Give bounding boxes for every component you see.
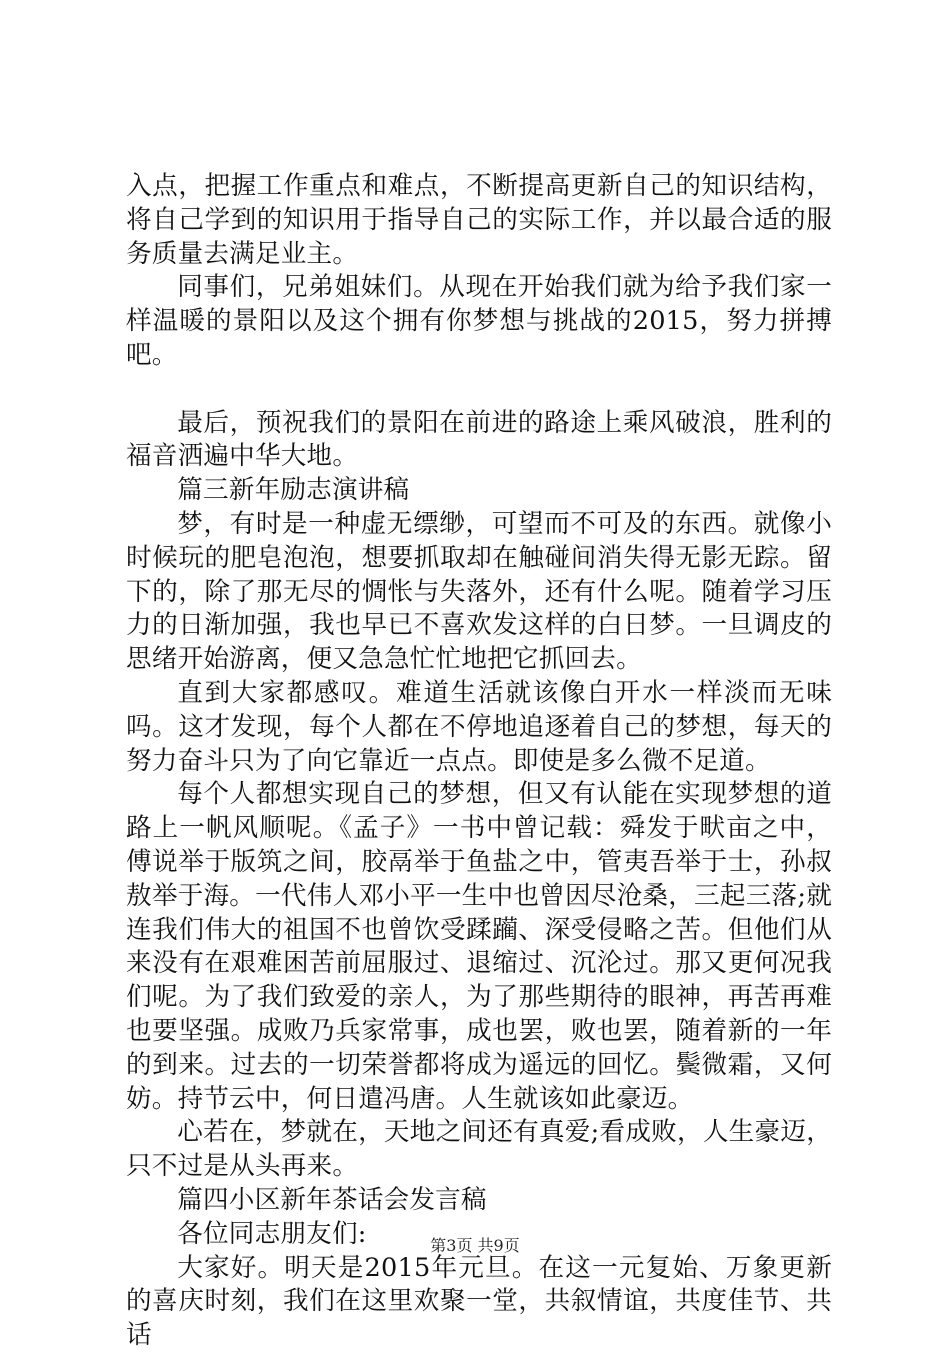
paragraph: 每个人都想实现自己的梦想，但又有认能在实现梦想的道路上一帆风顺呢。《孟子》一书中曾记载：舜发于畎亩之中，傅说举于版筑之间，胶鬲举于鱼盐之中，管夷吾举于士，孙叔敖举于海。一代伟人邓小平一生中也曾因尽沧桑，三起三落;就连我们伟大的祖国不也曾饮受蹂躏、深受侵略之苦。但他们从来没有在艰难困苦前屈服过、退缩过、沉沦过。那又更何况我们呢。为了我们致爱的亲人，为了那些期待的眼神，再苦再难也要坚强。成败乃兵家常事，成也罢，败也罢，随着新的一年的到来。过去的一切荣誉都将成为遥远的回忆。鬓微霜，又何妨。持节云中，何日遣冯唐。人生就该如此豪迈。 xyxy=(126,779,832,1114)
paragraph: 直到大家都感叹。难道生活就该像白开水一样淡而无味吗。这才发现，每个人都在不停地追逐着自己的梦想，每天的努力奋斗只为了向它靠近一点点。即使是多么微不足道。 xyxy=(126,677,832,776)
paragraph: 梦，有时是一种虚无缥缈，可望而不可及的东西。就像小时候玩的肥皂泡泡，想要抓取却在触碰间消失得无影无踪。留下的，除了那无尽的惆怅与失落外，还有什么呢。随着学习压力的日渐加强，我也早已不喜欢发这样的白日梦。一旦调皮的思绪开始游离，便又急急忙忙地把它抓回去。 xyxy=(126,508,832,675)
page-number-footer: 第3页 共9页 xyxy=(430,1236,520,1255)
paragraph: 最后，预祝我们的景阳在前进的路途上乘风破浪，胜利的福音洒遍中华大地。 xyxy=(126,407,832,472)
section-heading: 篇四小区新年茶话会发言稿 xyxy=(177,1184,487,1215)
section-heading: 篇三新年励志演讲稿 xyxy=(177,475,410,506)
paragraph: 入点，把握工作重点和难点，不断提高更新自己的知识结构，将自己学到的知识用于指导自己的实际工作，并以最合适的服务质量去满足业主。 xyxy=(126,171,832,269)
salutation: 各位同志朋友们: xyxy=(177,1218,367,1249)
document-body xyxy=(126,170,832,1353)
paragraph: 心若在，梦就在，天地之间还有真爱;看成败，人生豪迈，只不过是从头再来。 xyxy=(126,1117,832,1182)
paragraph: 大家好。明天是2015年元旦。在这一元复始、万象更新的喜庆时刻，我们在这里欢聚一堂，共叙情谊，共度佳节、共话 xyxy=(126,1252,832,1351)
paragraph: 同事们，兄弟姐妹们。从现在开始我们就为给予我们家一样温暖的景阳以及这个拥有你梦想与挑战的2015，努力拼搏吧。 xyxy=(126,272,832,370)
